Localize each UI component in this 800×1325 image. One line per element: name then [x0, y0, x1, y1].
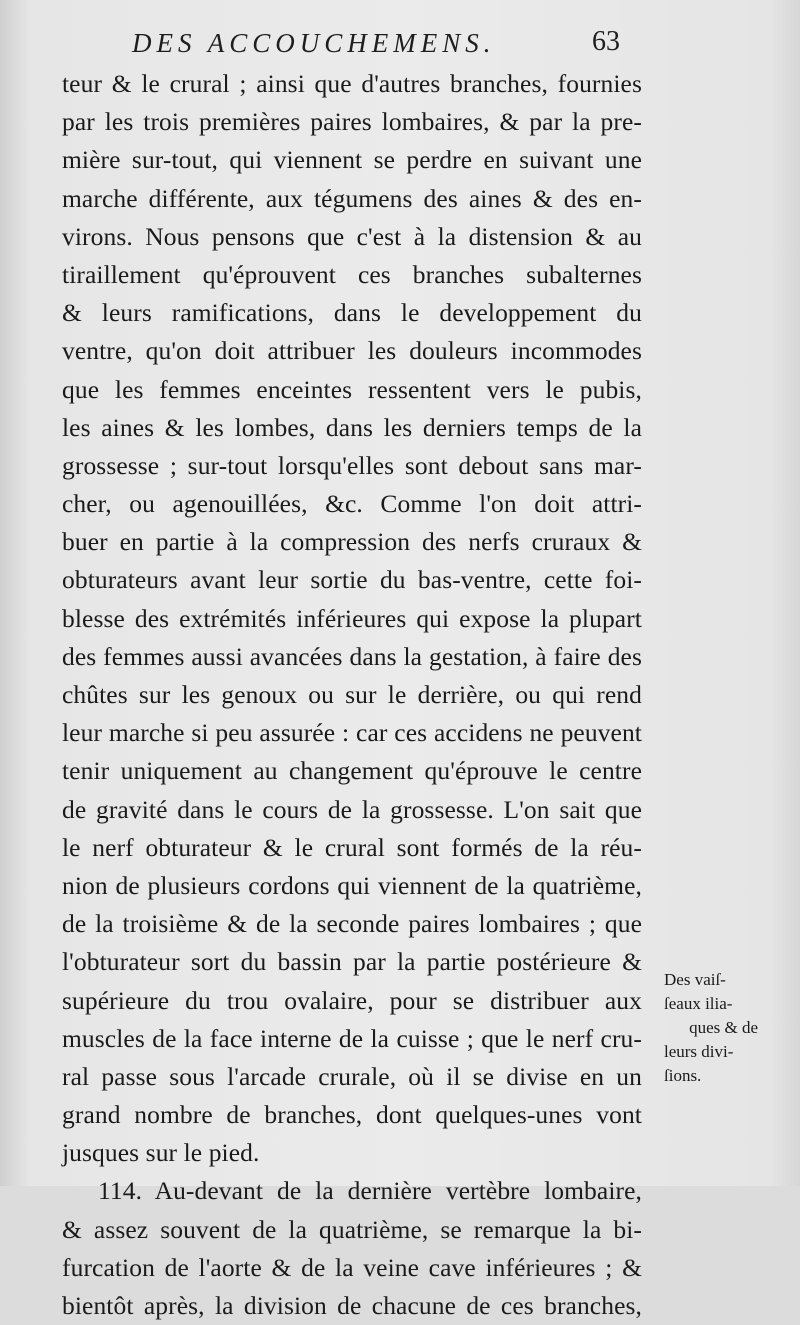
text-line: furcation de l'aorte & de la veine cave inférieures ; & [62, 1252, 642, 1282]
text-line: leur marche si peu assurée : car ces accidens ne peuvent [62, 718, 642, 748]
text-line: tiraillement qu'éprouvent ces branches subalternes [62, 259, 642, 289]
text-line: obturateurs avant leur sortie du bas-ventre, cette foi- [62, 565, 642, 595]
text-line: par les trois premières paires lombaires, & par la pre- [62, 107, 642, 137]
text-line: buer en partie à la compression des nerfs cruraux & [62, 527, 642, 557]
text-line: ral passe sous l'arcade crurale, où il se divise en un [62, 1061, 642, 1091]
text-line: & leurs ramifications, dans le developpement du [62, 298, 642, 328]
text-line: cher, ou agenouillées, &c. Comme l'on doit attri- [62, 489, 642, 519]
text-line: grand nombre de branches, dont quelques-unes vont [62, 1100, 642, 1130]
text-line: mière sur-tout, qui viennent se perdre en suivant une [62, 145, 642, 175]
text-line: ventre, qu'on doit attribuer les douleurs incommodes [62, 336, 642, 366]
text-line: des femmes aussi avancées dans la gestation, à faire des [62, 641, 642, 671]
running-head: DES ACCOUCHEMENS. [132, 28, 496, 58]
margin-note-line: ſions. [664, 1066, 702, 1085]
text-line: de la troisième & de la seconde paires lombaires ; que [62, 909, 642, 939]
section-start-line: 114. Au-devant de la dernière vertèbre lombaire, [98, 1176, 642, 1206]
text-line: bientôt après, la division de chacune de ces branches, [62, 1291, 642, 1320]
text-line: tenir uniquement au changement qu'éprouve le centre [62, 756, 642, 786]
text-line: & assez souvent de la quatrième, se remarque la bi- [62, 1214, 642, 1244]
text-line: muscles de la face interne de la cuisse ; que le nerf cru- [62, 1023, 642, 1053]
text-line: l'obturateur sort du bassin par la partie postérieure & [62, 947, 642, 977]
text-line: que les femmes enceintes ressentent vers le pubis, [62, 374, 642, 404]
margin-note-line: ſeaux ilia- [664, 994, 733, 1013]
text-line: chûtes sur les genoux ou sur le derrière, ou qui rend [62, 680, 642, 709]
page-number: 63 [592, 26, 620, 57]
text-line: de gravité dans le cours de la grossesse. L'on sait que [62, 794, 642, 824]
margin-note-line: ques & de [689, 1018, 758, 1037]
text-line: virons. Nous pensons que c'est à la distension & au [62, 221, 642, 251]
margin-note-line: leurs divi- [664, 1042, 734, 1061]
text-line: les aines & les lombes, dans les derniers temps de la [62, 412, 642, 442]
text-line: teur & le crural ; ainsi que d'autres branches, fournies [62, 69, 642, 98]
text-line: nion de plusieurs cordons qui viennent de la quatrième, [62, 870, 642, 900]
margin-note-line: Des vaiſ- [664, 970, 726, 989]
text-line: supérieure du trou ovalaire, pour se distribuer aux [62, 985, 642, 1015]
text-line: grossesse ; sur-tout lorsqu'elles sont debout sans mar- [62, 450, 642, 480]
text-line: le nerf obturateur & le crural sont formés de la réu- [62, 832, 642, 862]
body-text [62, 65, 642, 1325]
text-line: marche différente, aux tégumens des aines & des en- [62, 183, 642, 213]
margin-note [664, 968, 774, 1088]
text-line: blesse des extrémités inférieures qui expose la plupart [62, 603, 642, 633]
paragraph-end-line: jusques sur le pied. [62, 1138, 260, 1168]
